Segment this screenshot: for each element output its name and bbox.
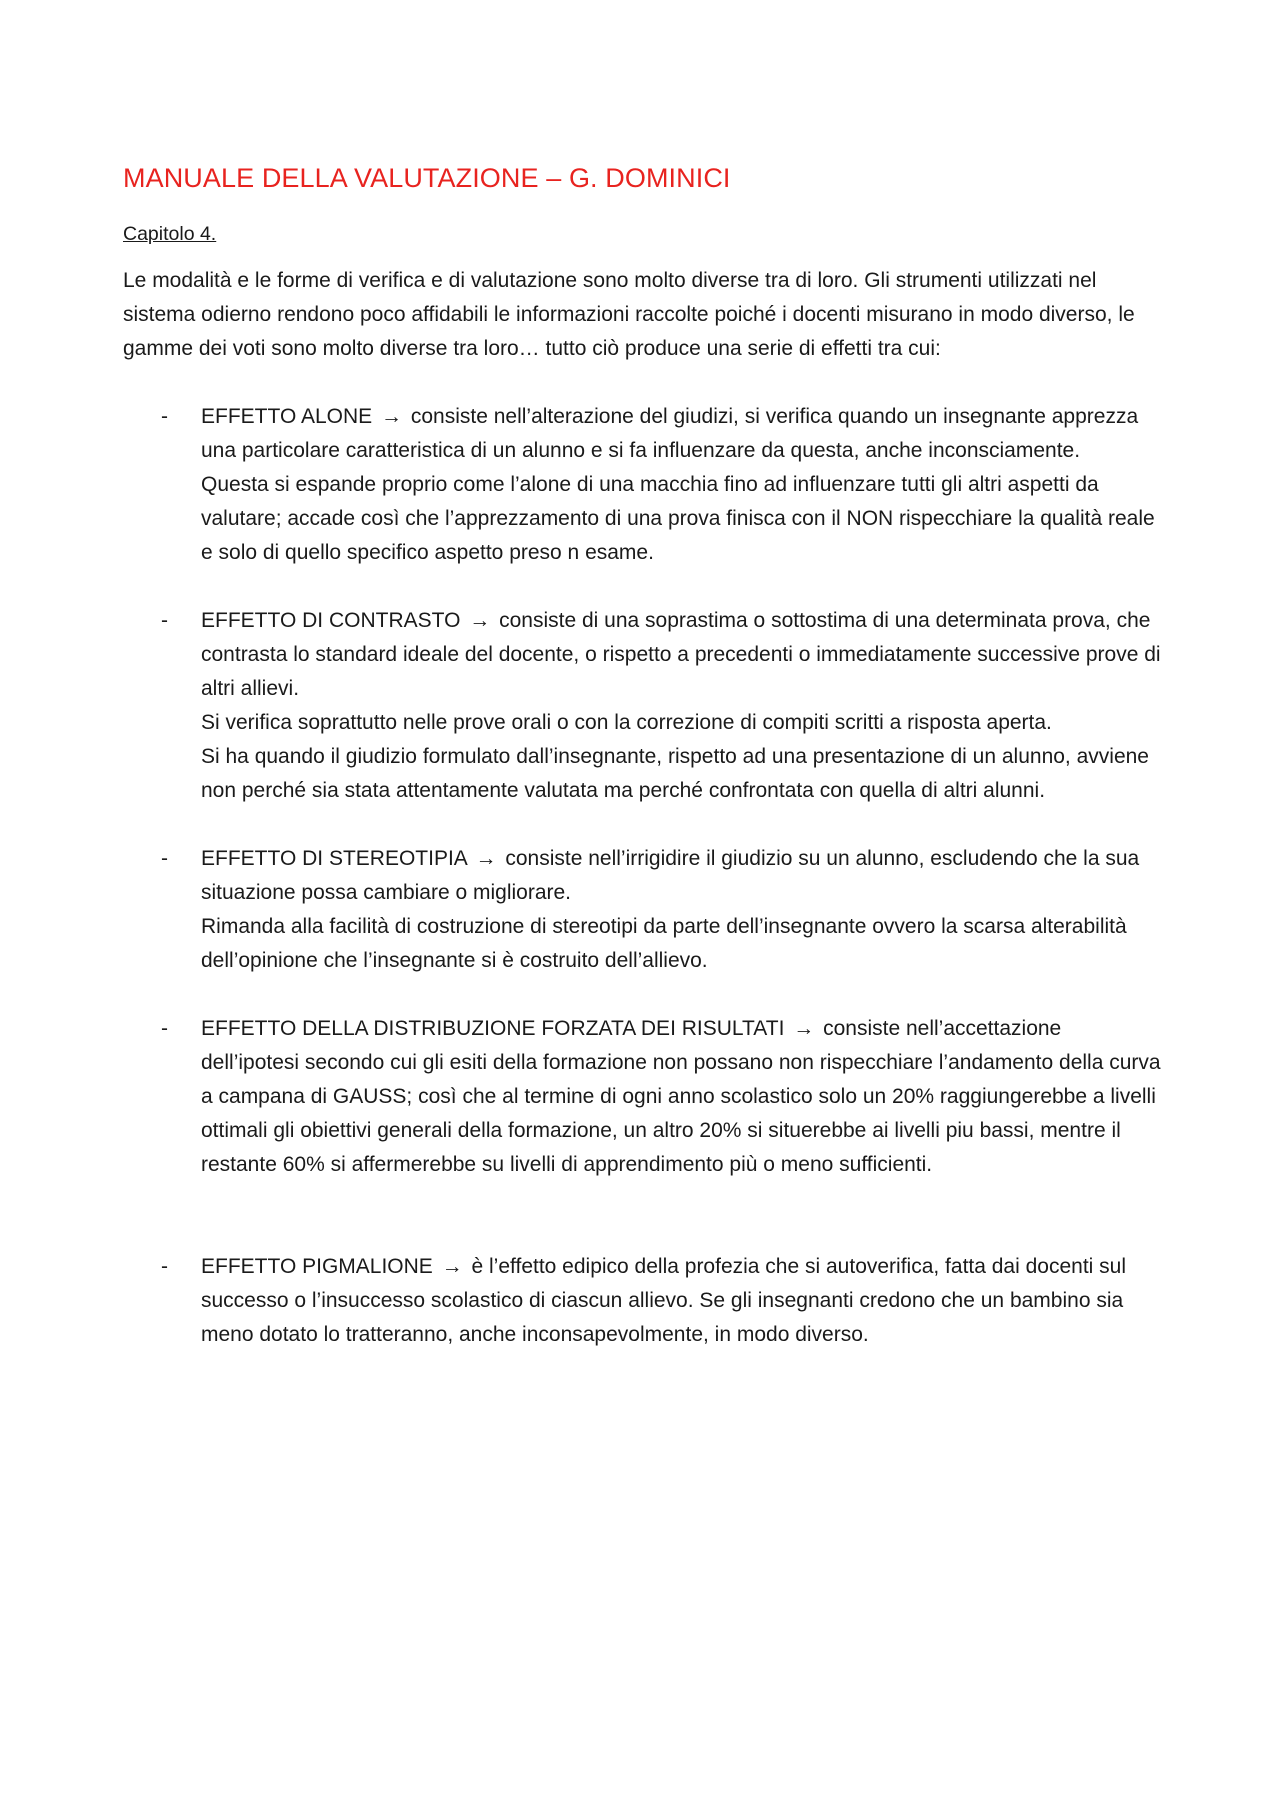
arrow-right-icon: → xyxy=(381,405,402,428)
arrow-right-icon: → xyxy=(441,1255,463,1278)
document-body xyxy=(123,158,1163,1352)
effect-definition-line xyxy=(201,1250,1163,1352)
effect-alone xyxy=(123,400,1163,570)
arrow-right-icon: → xyxy=(793,1017,815,1040)
effect-note: Rimanda alla facilità di costruzione di stereotipi da parte dell’insegnante ovvero la scarsa alterabilità dell’opinione che l’insegnante si è costruito dell’allievo. xyxy=(201,915,1127,972)
effect-pigmalione xyxy=(123,1250,1163,1352)
effect-stereotipia xyxy=(123,842,1163,978)
effect-note: Si ha quando il giudizio formulato dall’insegnante, rispetto ad una presentazione di un alunno, avviene non perché sia stata attentamente valutata ma perché confrontata con quella di altri alunni. xyxy=(201,745,1149,802)
list-bullet: - xyxy=(161,405,168,428)
effect-distribuzione-forzata xyxy=(123,1012,1163,1182)
effect-name: EFFETTO PIGMALIONE xyxy=(201,1255,433,1278)
effect-name: EFFETTO ALONE xyxy=(201,405,373,428)
effect-definition: consiste nell’accettazione dell’ipotesi secondo cui gli esiti della formazione non possano non rispecchiare l’andamento della curva a campana di GAUSS; così che al termine di ogni anno scolastico solo un 20% raggiungerebbe a livelli ottimali gli obiettivi generali della formazione, un altro 20% si situerebbe ai livelli piu bassi, mentre il restante 60% si affermerebbe su livelli di apprendimento più o meno sufficienti. xyxy=(201,1017,1161,1176)
document-title: MANUALE DELLA VALUTAZIONE – G. DOMINICI xyxy=(123,163,731,193)
effect-note: Si verifica soprattutto nelle prove orali o con la correzione di compiti scritti a risposta aperta. xyxy=(201,711,1052,734)
arrow-right-icon: → xyxy=(475,847,497,870)
effect-name: EFFETTO DI STEREOTIPIA xyxy=(201,847,467,870)
effect-contrasto xyxy=(123,604,1163,808)
effect-definition-line xyxy=(201,1012,1163,1182)
list-bullet: - xyxy=(161,609,168,632)
arrow-right-icon: → xyxy=(469,609,491,632)
effect-definition: consiste di una soprastima o sottostima di una determinata prova, che contrasta lo standard ideale del docente, o rispetto a precedenti o immediatamente successive prove di altri allievi. xyxy=(201,609,1161,700)
effect-definition: è l’effetto edipico della profezia che si autoverifica, fatta dai docenti sul successo o l’insuccesso scolastico di ciascun allievo. Se gli insegnanti credono che un bambino sia meno dotato lo tratteranno, anche inconsapevolmente, in modo diverso. xyxy=(201,1255,1127,1346)
list-bullet: - xyxy=(161,847,168,870)
effect-definition: consiste nell’irrigidire il giudizio su un alunno, escludendo che la sua situazione possa cambiare o migliorare. xyxy=(201,847,1140,904)
intro-paragraph: Le modalità e le forme di verifica e di valutazione sono molto diverse tra di loro. Gli strumenti utilizzati nel sistema odierno rendono poco affidabili le informazioni raccolte poiché i docenti misurano in modo diverso, le gamme dei voti sono molto diverse tra loro… tutto ciò produce una serie di effetti tra cui: xyxy=(123,269,1135,360)
effect-name: EFFETTO DI CONTRASTO xyxy=(201,609,461,632)
effect-note: Questa si espande proprio come l’alone di una macchia fino ad influenzare tutti gli altri aspetti da valutare; accade così che l’apprezzamento di una prova finisca con il NON rispecchiare la qualità reale e solo di quello specifico aspetto preso n esame. xyxy=(201,473,1155,564)
effect-definition-line xyxy=(201,842,1163,910)
list-bullet: - xyxy=(161,1017,168,1040)
list-bullet: - xyxy=(161,1255,168,1278)
effect-name: EFFETTO DELLA DISTRIBUZIONE FORZATA DEI RISULTATI xyxy=(201,1017,785,1040)
effect-definition-line xyxy=(201,604,1163,706)
effect-definition-line xyxy=(201,400,1163,468)
effects-list xyxy=(123,400,1163,1352)
chapter-heading: Capitolo 4. xyxy=(123,223,217,245)
effect-definition: consiste nell’alterazione del giudizi, si verifica quando un insegnante apprezza una particolare caratteristica di un alunno e si fa influenzare da questa, anche inconsciamente. xyxy=(201,405,1139,462)
